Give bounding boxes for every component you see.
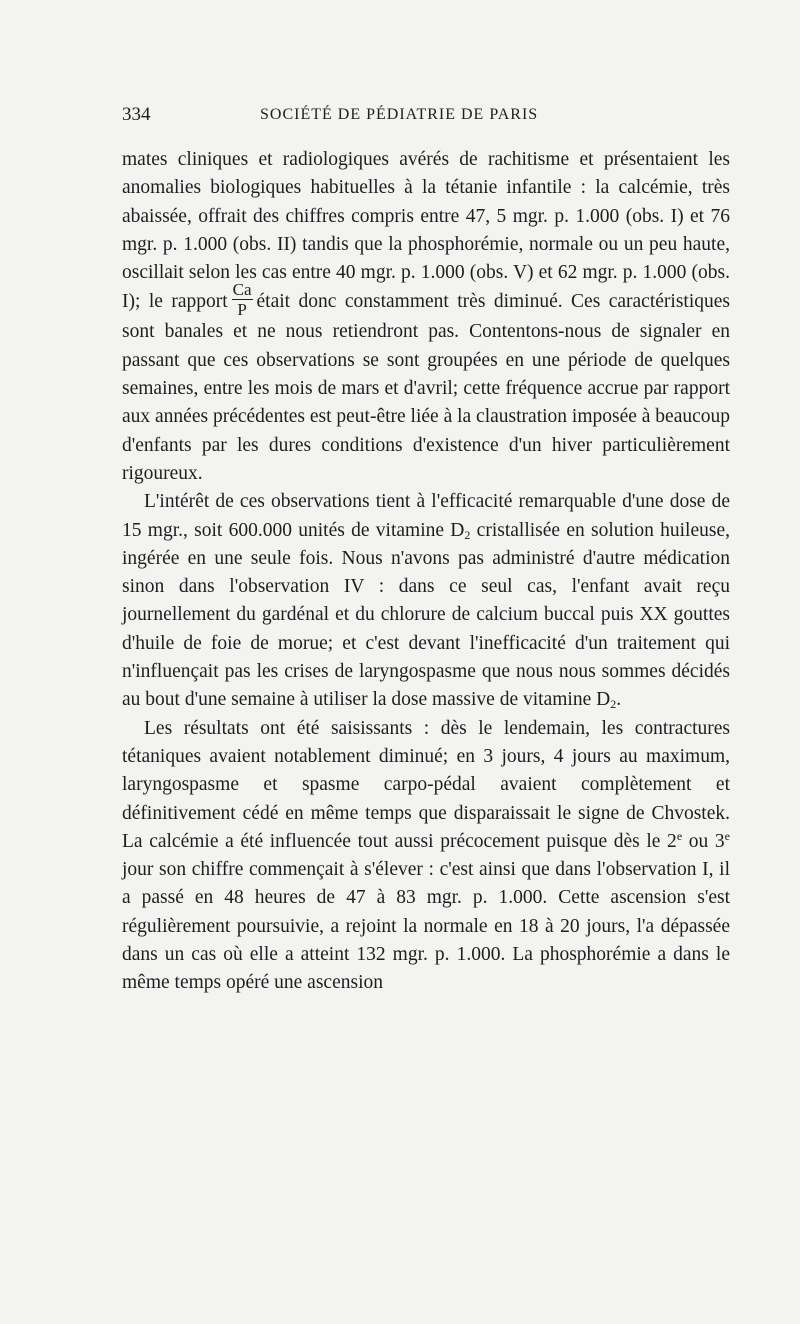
superscript-e-2: e [724,828,730,843]
superscript-e: e [676,828,683,843]
paragraph-2-text-c: . [616,689,622,711]
fraction-numerator: Ca [232,280,252,300]
paragraph-3-text-a: Les résultats ont été saisissants : dès le lendemain, les contractures tétaniques avaient notablement diminué; en 3 jours, 4 jours au maximum, laryngospasme et spasme carpo-pédal avaient complètement et définitivement cédé en même temps que disparaissait le signe de Chvostek. La calcémie a été influencée tout aussi précocement puisque dès le 2 [122,717,730,852]
paragraph-1-text-a: mates cliniques et radiologiques avérés de rachitisme et présentaient les anomalies biologiques habituelles à la tétanie infantile : la calcémie, très abaissée, offrait des chiffres compris entre 47, 5 mgr. p. 1.000 (obs. I) et 76 mgr. p. 1.000 (obs. II) tandis que la phosphorémie, normale ou un peu haute, oscillait selon les cas entre 40 mgr. p. 1.000 (obs. V) et 62 mgr. p. 1.000 (obs. I); le rapport [122,149,730,313]
paragraph-1 [122,146,730,488]
paragraph-3 [122,715,730,998]
subscript-2b: 2 [610,697,617,712]
paragraph-3-text-b: ou 3 [682,830,725,852]
paragraph-3-text-c: jour son chiffre commençait à s'élever : c'est ainsi que dans l'observation I, il a passé en 48 heures de 47 à 83 mgr. p. 1.000. Cette ascension s'est régulièrement poursuivie, a rejoint la normale en 18 à 20 jours, l'a dépassée dans un cas où elle a atteint 132 mgr. p. 1.000. La phosphorémie a dans le même temps opéré une ascension [122,859,730,994]
ca-over-p-fraction [232,281,253,318]
running-header [122,100,730,130]
paragraph-2 [122,488,730,714]
paragraph-2-text-b: cristallisée en solution huileuse, ingérée en une seule fois. Nous n'avons pas administré d'autre médication sinon dans l'observation IV : dans ce seul cas, l'enfant avait reçu journellement du gardénal et du chlorure de calcium buccal puis XX gouttes d'huile de foie de morue; et c'est devant l'inefficacité d'un traitement qui n'influençait pas les crises de laryngospasme que nous nous sommes décidés au bout d'une semaine à utiliser la dose massive de vitamine D [122,519,730,711]
running-title: SOCIÉTÉ DE PÉDIATRIE DE PARIS [260,106,539,123]
subscript-2: 2 [464,527,471,542]
paragraph-1-text-b: était donc constamment très diminué. Ces caractéristiques sont banales et ne nous retiendront pas. Contentons-nous de signaler en passant que ces observations se sont groupées en une période de quelques semaines, entre les mois de mars et d'avril; cette fréquence accrue par rapport aux années précédentes est peut-être liée à la claustration imposée à beaucoup d'enfants par les dures conditions d'existence d'un hiver particulièrement rigoureux. [122,291,731,484]
body-text [122,146,730,998]
paragraph-2-text-a: L'intérêt de ces observations tient à l'efficacité remarquable d'une dose de 15 mgr., soit 600.000 unités de vitamine D [122,491,730,541]
fraction-denominator: P [237,300,247,320]
page-number: 334 [122,104,151,125]
